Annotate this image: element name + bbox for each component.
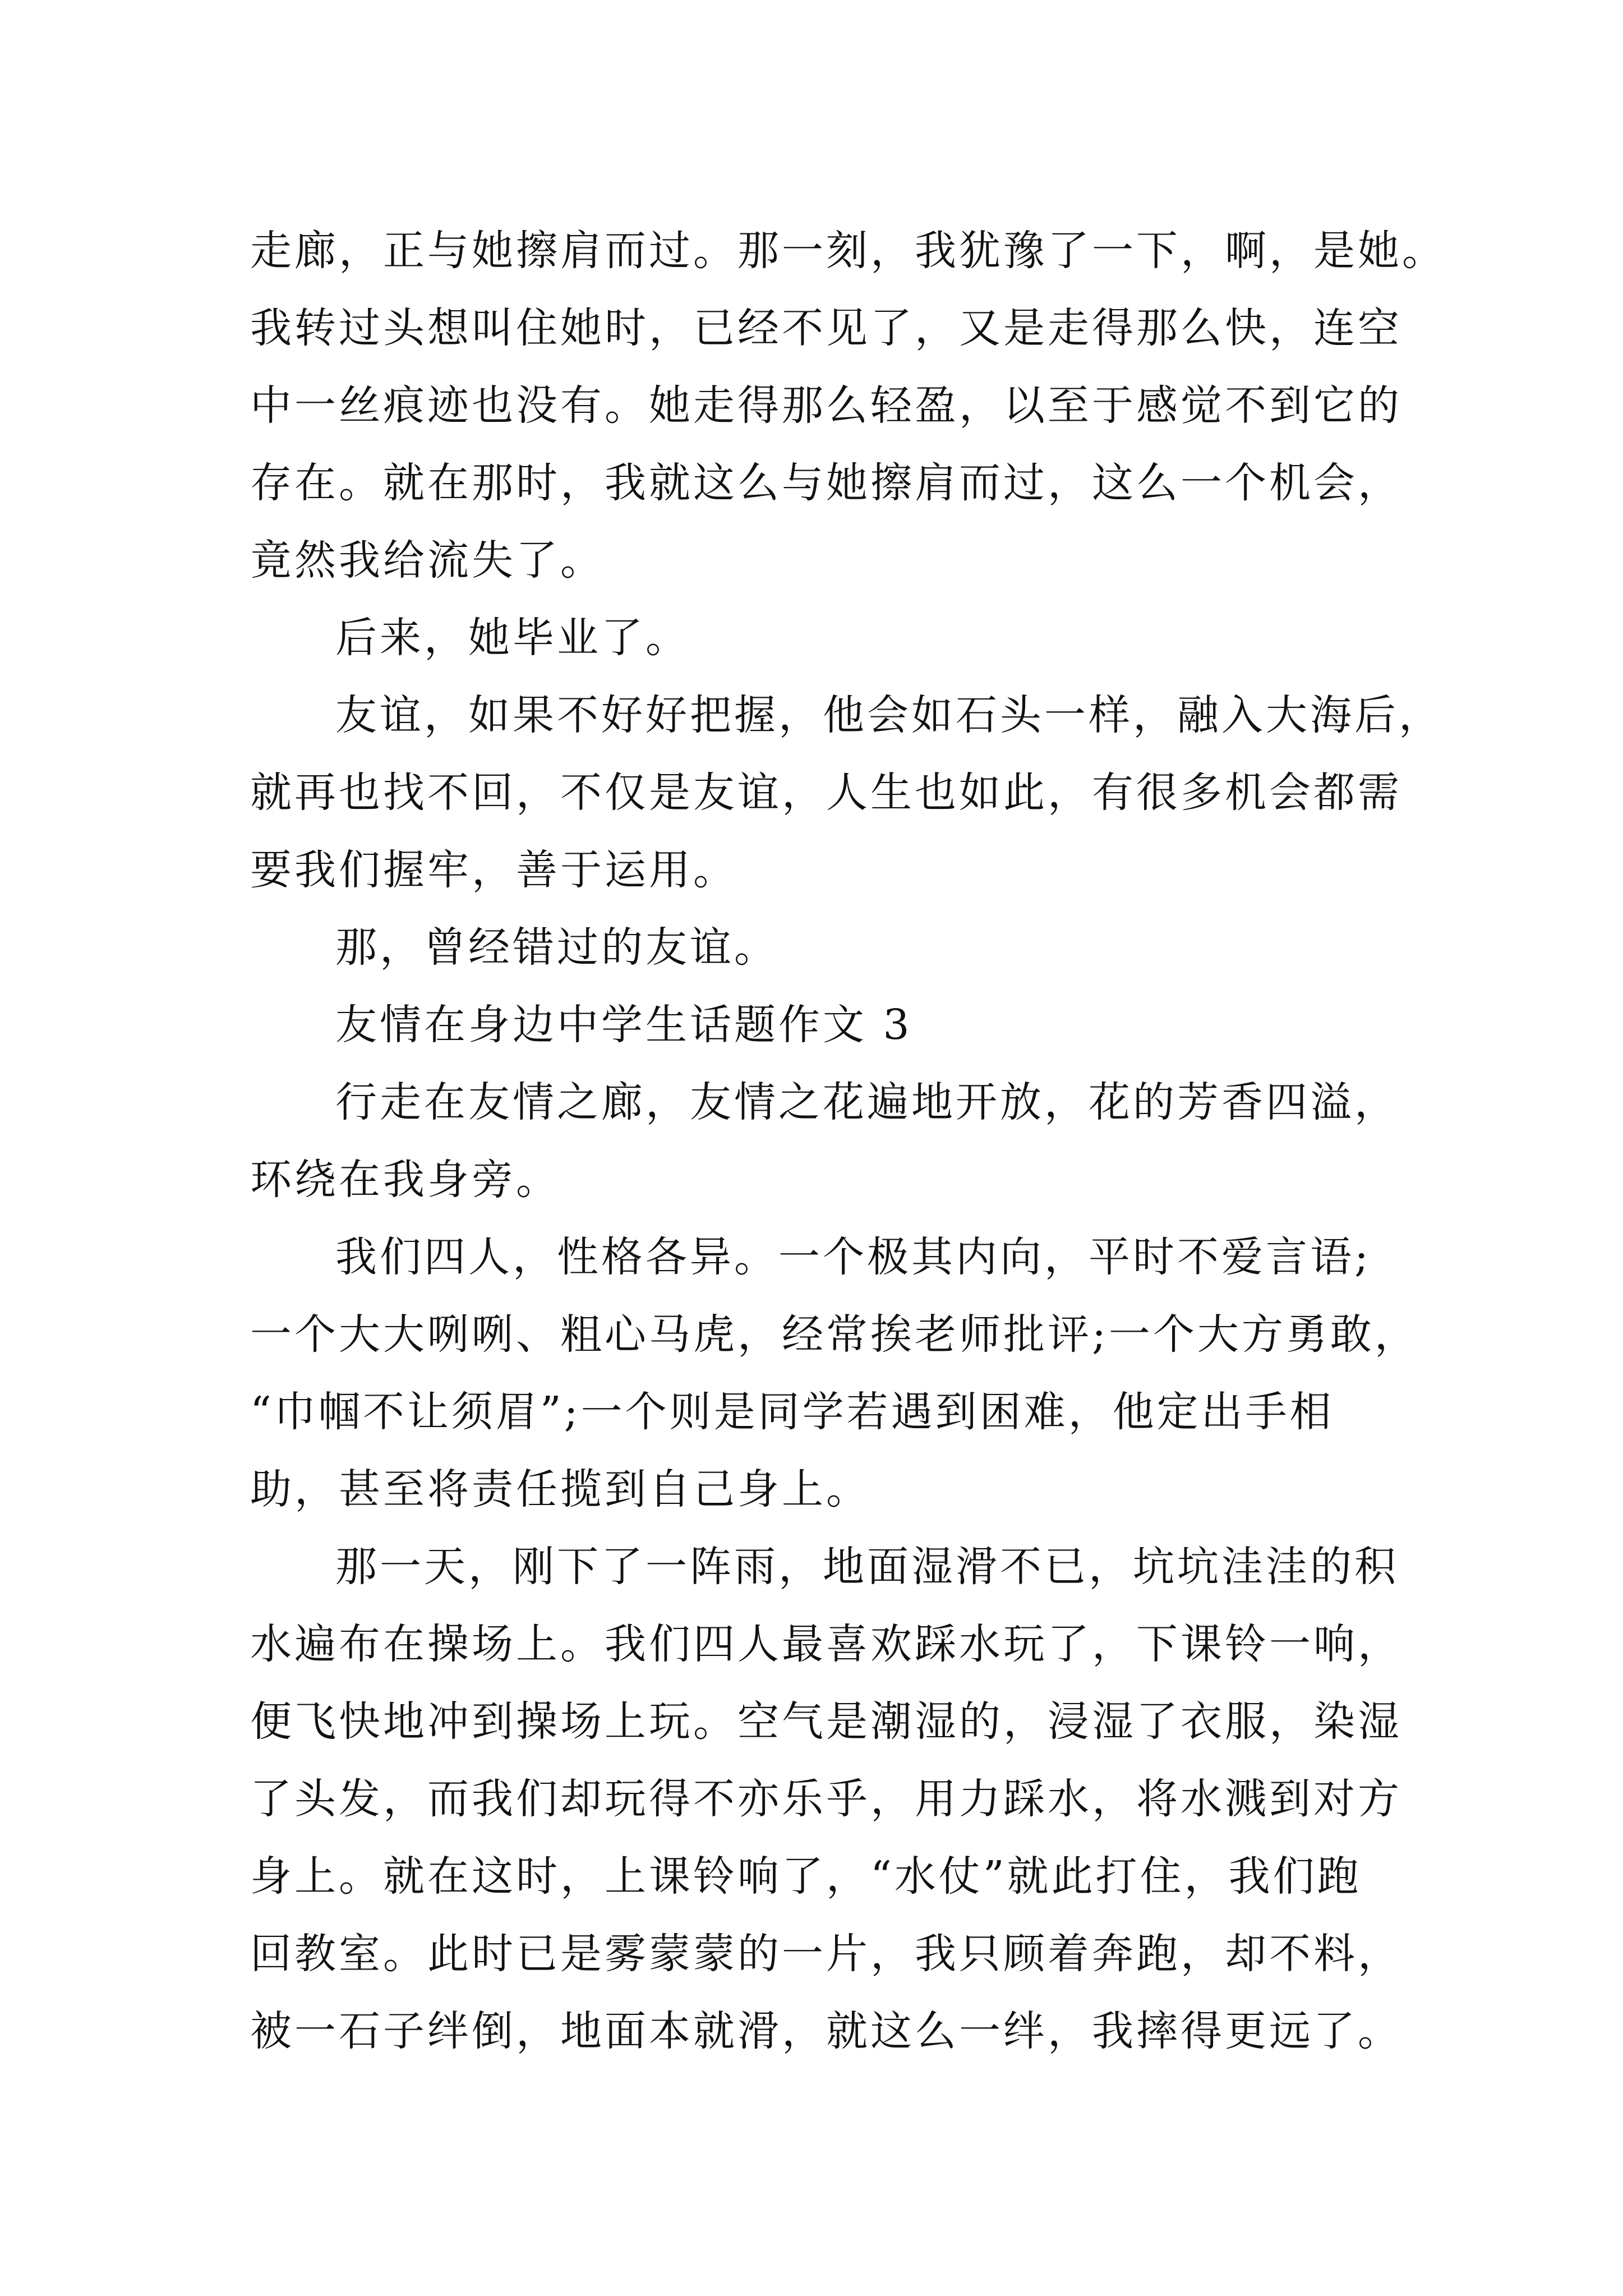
text-line: 水遍布在操场上。我们四人最喜欢踩水玩了，下课铃一响，: [250, 1620, 1402, 1668]
paragraph-start-line: 后来，她毕业了。: [335, 614, 690, 662]
text-line: 被一石子绊倒，地面本就滑，就这么一绊，我摔得更远了。: [250, 2007, 1402, 2055]
text-line: “巾帼不让须眉”;一个则是同学若遇到困难，他定出手相: [250, 1388, 1334, 1436]
paragraph-start-line: 我们四人，性格各异。一个极其内向，平时不爱言语;: [335, 1233, 1371, 1281]
paragraph-start-line: 友谊，如果不好好把握，他会如石头一样，融入大海后，: [335, 691, 1443, 739]
text-line: 回教室。此时已是雾蒙蒙的一片，我只顾着奔跑，却不料，: [250, 1930, 1402, 1978]
text-line: 了头发，而我们却玩得不亦乐乎，用力踩水，将水溅到对方: [250, 1775, 1402, 1823]
text-line: 我转过头想叫住她时，已经不见了，又是走得那么快，连空: [250, 304, 1402, 352]
text-line: 中一丝痕迹也没有。她走得那么轻盈，以至于感觉不到它的: [250, 381, 1402, 430]
text-line: 走廊，正与她擦肩而过。那一刻，我犹豫了一下，啊，是她。: [250, 227, 1446, 275]
text-line: 助，甚至将责任揽到自己身上。: [250, 1465, 870, 1513]
text-line: 存在。就在那时，我就这么与她擦肩而过，这么一个机会，: [250, 459, 1402, 507]
section-heading: 友情在身边中学生话题作文 3: [335, 1001, 912, 1049]
text-line: 要我们握牢，善于运用。: [250, 846, 737, 894]
paragraph-start-line: 行走在友情之廊，友情之花遍地开放，花的芳香四溢，: [335, 1078, 1399, 1126]
text-line: 竟然我给流失了。: [250, 536, 605, 585]
text-line: 便飞快地冲到操场上玩。空气是潮湿的，浸湿了衣服，染湿: [250, 1697, 1402, 1746]
text-line: 一个大大咧咧、粗心马虎，经常挨老师批评;一个大方勇敢，: [250, 1310, 1419, 1359]
paragraph-start-line: 那，曾经错过的友谊。: [335, 923, 778, 972]
text-line: 就再也找不回，不仅是友谊，人生也如此，有很多机会都需: [250, 769, 1402, 817]
text-line: 身上。就在这时，上课铃响了，“水仗”就此打住，我们跑: [250, 1852, 1362, 1901]
text-line: 环绕在我身旁。: [250, 1156, 560, 1204]
paragraph-start-line: 那一天，刚下了一阵雨，地面湿滑不已，坑坑洼洼的积: [335, 1543, 1399, 1591]
document-body: [250, 212, 1446, 2070]
